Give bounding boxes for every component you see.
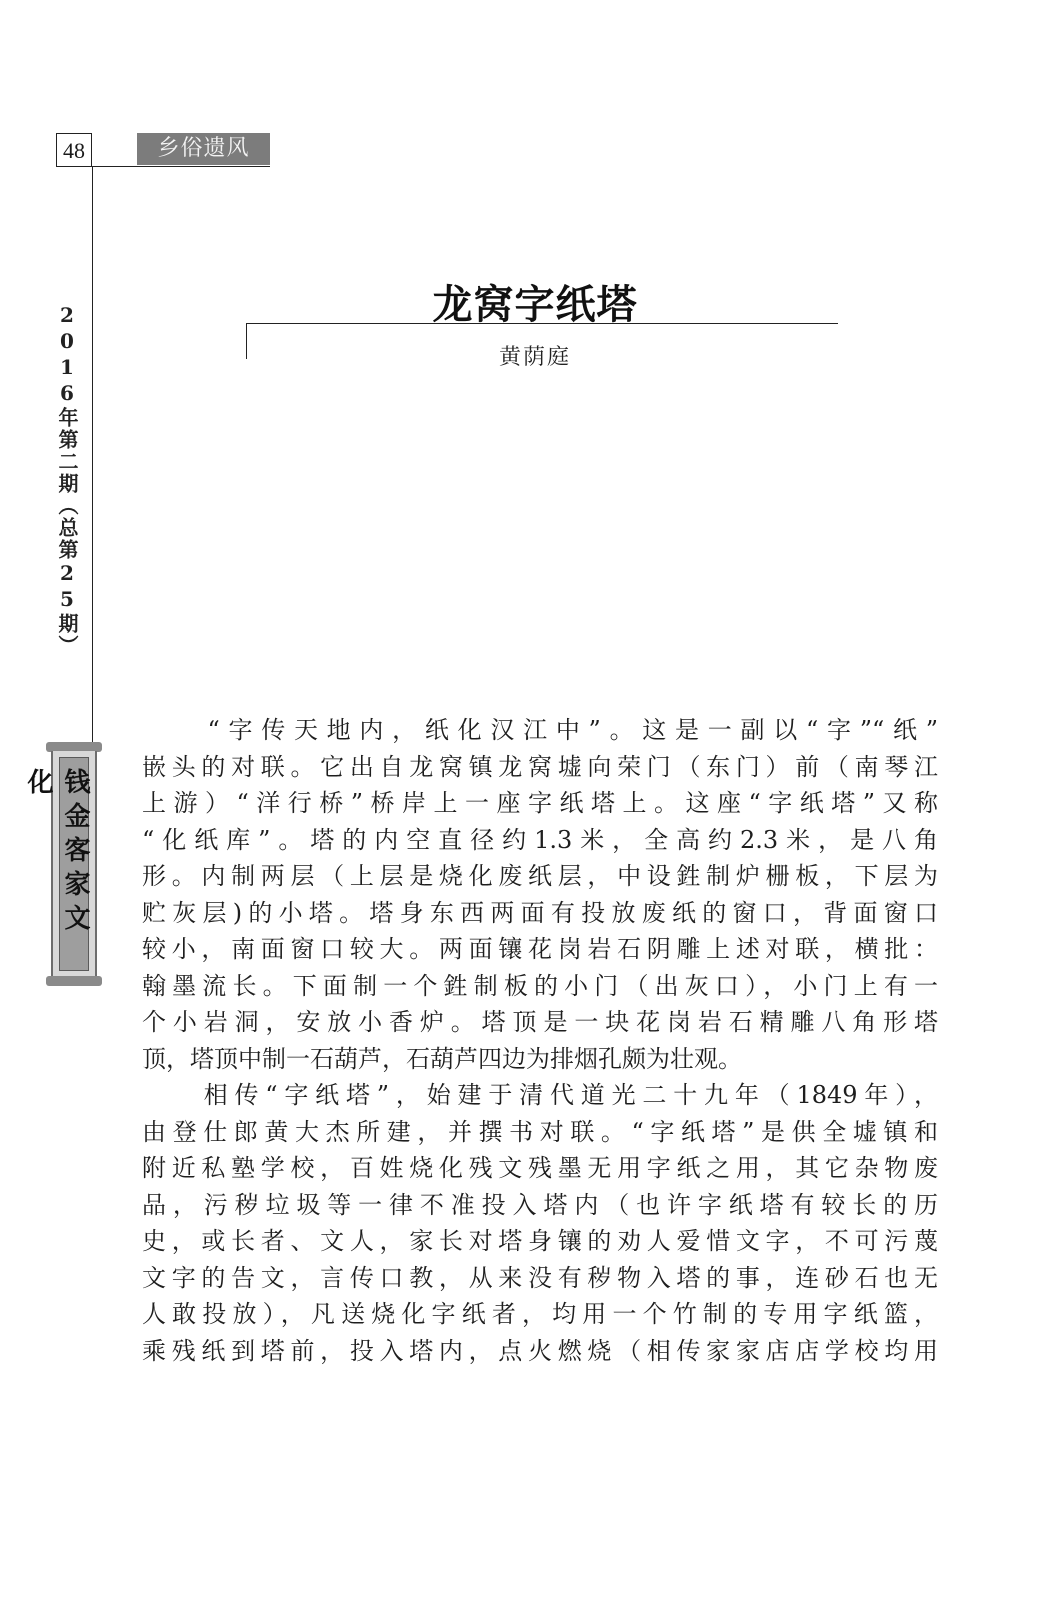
- body-line: 嵌头的对联。它出自龙窝镇龙窝墟向荣门（东门）前（南琴江: [142, 752, 938, 781]
- body-line: 上游）“洋行桥”桥岸上一座字纸塔上。这座“字纸塔”又称: [142, 789, 938, 817]
- scroll-panel: [23, 757, 90, 971]
- body-line: 个小岩洞，安放小香炉。塔顶是一块花岗岩石精雕八角形塔: [142, 1008, 938, 1036]
- margin-divider: [92, 166, 93, 744]
- body-line: 史，或长者、文人，家长对塔身镶的劝人爱惜文字，不可污蔑: [142, 1227, 938, 1255]
- body-line: 文字的告文，言传口教，从来没有秽物入塔的事，连砂石也无: [142, 1263, 938, 1292]
- header-divider: [56, 166, 270, 167]
- body-line: 较小，南面窗口较大。两面镶花岗岩石阴雕上述对联，横批：: [142, 935, 938, 963]
- scroll-label: 钱金客家文化: [23, 768, 90, 938]
- scroll-logo: [23, 742, 102, 986]
- scroll-roller-bottom: [46, 976, 102, 986]
- scroll-body: [23, 751, 97, 977]
- title-bracket: [246, 323, 247, 359]
- body-line: 相传“字纸塔”，始建于清代道光二十九年（1849年），: [142, 1081, 938, 1109]
- body-line: 翰墨流长。下面制一个鉎制板的小门（出灰口），小门上有一: [142, 971, 938, 1000]
- body-line: 顶，塔顶中制一石葫芦，石葫芦四边为排烟孔颇为壮观。: [142, 1044, 742, 1073]
- body-line: 由登仕郎黄大杰所建，并撰书对联。“字纸塔”是供全墟镇和: [142, 1117, 938, 1146]
- body-line: 贮灰层)的小塔。塔身东西两面有投放废纸的窗口，背面窗口: [142, 898, 938, 927]
- body-line: “字传天地内，纸化汉江中”。这是一副以“字”“纸”: [142, 716, 938, 744]
- article-body: [142, 712, 938, 1369]
- title-underline: [246, 323, 838, 324]
- issue-label: 2016年第二期（总第25期）: [55, 303, 79, 657]
- body-line: 形。内制两层（上层是烧化废纸层，中设鉎制炉栅板，下层为: [142, 862, 938, 890]
- body-line: 附近私塾学校，百姓烧化残文残墨无用字纸之用，其它杂物废: [142, 1154, 938, 1182]
- article-title: 龙窝字纸塔: [432, 281, 638, 328]
- body-line: 人敢投放），凡送烧化字纸者，均用一个竹制的专用字纸篮，: [142, 1300, 938, 1328]
- body-line: 品，污秽垃圾等一律不准投入塔内（也许字纸塔有较长的历: [142, 1190, 938, 1219]
- body-line: 乘残纸到塔前，投入塔内，点火燃烧（相传家家店店学校均用: [142, 1336, 938, 1365]
- body-line: “化纸库”。塔的内空直径约1.3米，全高约2.3米，是八角: [142, 825, 938, 854]
- page-number: 48: [56, 133, 92, 167]
- article-author: 黄荫庭: [498, 345, 571, 370]
- section-title: 乡俗遗风: [137, 133, 270, 165]
